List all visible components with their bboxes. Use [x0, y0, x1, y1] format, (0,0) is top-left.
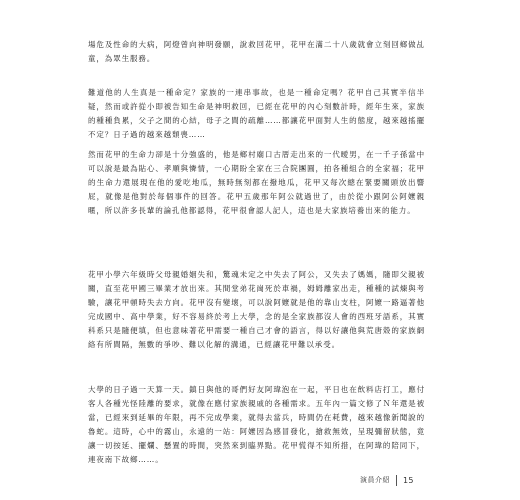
footer-divider — [396, 475, 397, 486]
paragraph-2: 難道他的人生真是一種命定？家族的一連串事故，也是一種命定嗎？花甲自己其實半信半疑，然而或許從小即被告知生命是神明救回，已經在花甲的內心刻數計時，經年生來，家族的種種負累，父子之間的心結，母子之間的疏離……都讓花甲面對人生的態度，越來越搖擺不定？日子過的越來越頹喪…… — [88, 88, 425, 139]
page-footer — [360, 473, 414, 487]
paragraph-5: 大學的日子過一天算一天。鎮日與他的哥們好友阿瑋泡在一起，平日也在飲料店打工，應付客人各種光怪陸離的要求，就像在應付家族親戚的各種需求。五年內一篇文修了Ｎ年還是被當，已經來到延畢的年限，再不完成學業，就得去當兵，時間仍在耗費，越來越像新聞說的魯蛇。這時，心中的霧山，永遠的一站：阿嬤因為感冒發化，搶救無效，呈現彌留狀態，竟讓一切按延、擺爛、懸置的時間，突然來到臨界點。花甲慌得不知所措，在阿瑋的陪同下，連夜南下故鄉……。 — [88, 385, 425, 464]
paragraph-4: 花甲小學六年級時父母親婚姻失和，驚魂未定之中失去了阿公，又失去了媽媽，隨即父親被關，直至花甲國三畢業才放出來。其間堂弟花崗死於車禍，姆姆離家出走，種種的試煉與考驗，讓花甲頓時失去方向。花甲沒有變壞，可以說阿嬤就是他的靠山支柱，阿嬤一路逼著他完成國中、高中學業，好不容易終於考上大學，念的是全家族都沒人會的西班牙語系，其實科系只是隨便填，但也意味著花甲需要一種自己才會的語言，得以好讓他與荒唐殼的家族網絡有所間隔，無數的爭吵、難以化解的溝通，已經讓花甲難以承受。 — [88, 270, 425, 349]
footer-section-title: 演員介紹 — [360, 476, 390, 484]
paragraph-3: 然而花甲的生命力卻是十分強盛的，他是鄉村廟口古厝走出來的一代曖男，在一千子孫當中可以說是最為貼心、孝順與憐情，一心期盼全家在三合院團圓，拍各種組合的全家福；花甲的生命力還展現在他的愛吃地瓜，無時無刻都在撥地瓜，花甲又每次總在緊要關頭放出響屁，就像是他對於每個事件的回答。花甲五歲那年阿公就過世了，由於從小跟阿公阿嬤親暱，所以許多長輩的論孔他都認得，花甲很會認人記人，這也是大家族培養出來的能力。 — [88, 150, 425, 215]
page-number: 15 — [403, 475, 414, 485]
paragraph-1: 場危及性命的大病，阿燈曾向神明發願，說救回花甲，花甲在滿二十八歲就會立刻回鄉做乩童，為眾生服務。 — [88, 40, 425, 63]
